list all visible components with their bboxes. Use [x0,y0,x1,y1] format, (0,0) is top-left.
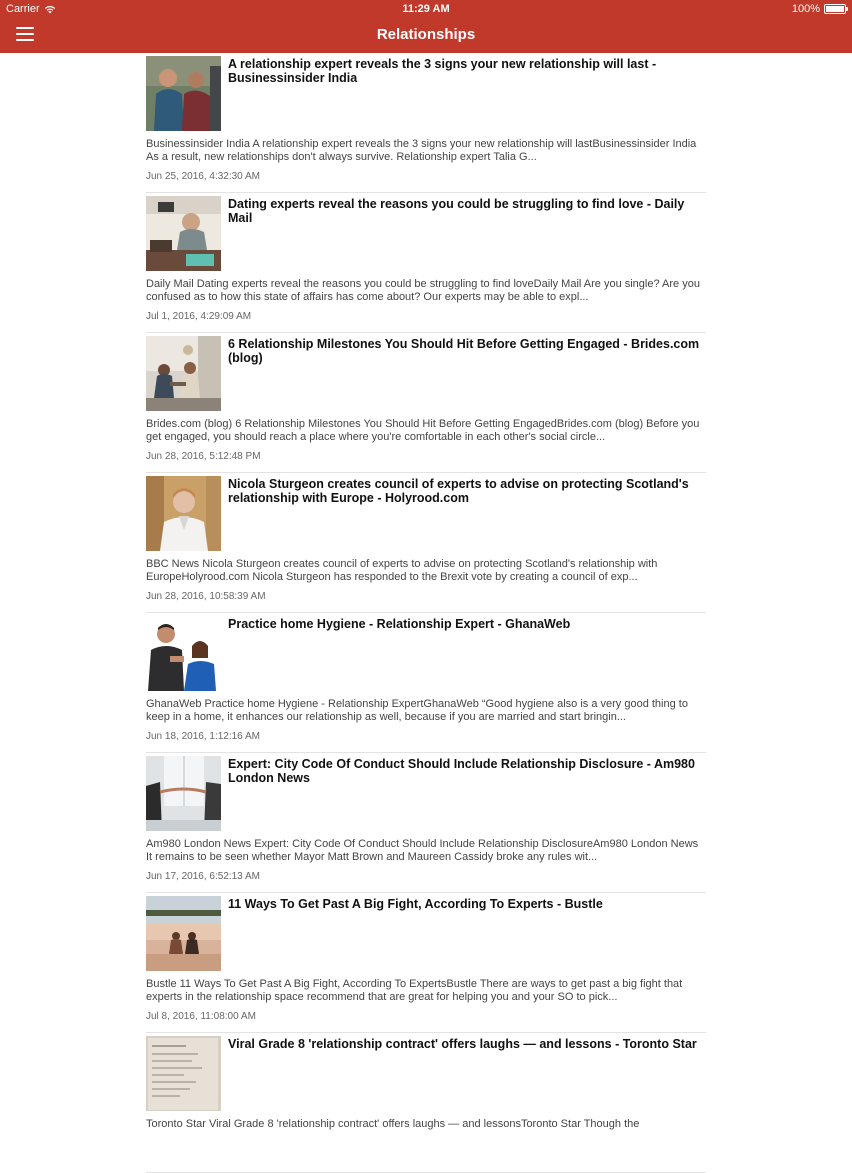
navigation-bar [0,18,852,53]
article-item[interactable] [146,1033,706,1173]
article-date: Jun 28, 2016, 5:12:48 PM [146,451,261,462]
article-date: Jul 8, 2016, 11:08:00 AM [146,1011,256,1022]
couple-argument-photo-icon [146,616,221,691]
status-time: 11:29 AM [402,3,450,15]
article-summary: Bustle 11 Ways To Get Past A Big Fight, According To ExpertsBustle There are ways to get past a big fight that experts in the relationship space recommend that are great for helping you and your SO to pick... [146,978,683,1003]
article-title[interactable]: 11 Ways To Get Past A Big Fight, According To Experts - Bustle [228,897,603,911]
article-summary: Am980 London News Expert: City Code Of Conduct Should Include Relationship DisclosureAm980 London News It remains to be seen whether Mayor Matt Brown and Maureen Cassidy broke any rules wit... [146,838,699,863]
article-date: Jun 17, 2016, 6:52:13 AM [146,871,260,882]
article-date: Jun 25, 2016, 4:32:30 AM [146,171,260,182]
article-date: Jun 28, 2016, 10:58:39 AM [146,591,266,602]
page-title: Relationships [376,26,476,43]
status-bar [0,0,852,18]
article-thumbnail [146,196,221,271]
couple-photo-icon [146,56,221,131]
article-summary: GhanaWeb Practice home Hygiene - Relationship ExpertGhanaWeb “Good hygiene also is a very good thing to keep in a home, it enhances our relationship as well, because if you are married and start bringin... [146,698,688,723]
article-thumbnail [146,896,221,971]
article-item[interactable] [146,613,706,753]
article-thumbnail [146,56,221,131]
article-title[interactable]: Practice home Hygiene - Relationship Expert - GhanaWeb [228,617,571,631]
article-summary: Businessinsider India A relationship expert reveals the 3 signs your new relationship will lastBusinessinsider India As a result, new relationships don't always survive. Relationship expert Talia G... [146,138,697,163]
article-title[interactable]: Nicola Sturgeon creates council of experts to advise on protecting Scotland's relationship with Europe - Holyrood.com [228,477,689,505]
article-thumbnail [146,616,221,691]
article-item[interactable] [146,193,706,333]
carrier-label: Carrier [6,3,40,15]
politician-photo-icon [146,476,221,551]
article-title[interactable]: Viral Grade 8 'relationship contract' offers laughs — and lessons - Toronto Star [228,1037,697,1051]
article-title[interactable]: 6 Relationship Milestones You Should Hit Before Getting Engaged - Brides.com (blog) [228,337,700,365]
article-item[interactable] [146,473,706,613]
article-thumbnail [146,336,221,411]
article-summary: BBC News Nicola Sturgeon creates council of experts to advise on protecting Scotland's relationship with EuropeHolyrood.com Nicola Sturgeon has responded to the Brexit vote by creating a council of exp... [146,558,658,583]
article-title[interactable]: Dating experts reveal the reasons you could be struggling to find love - Daily Mail [228,197,685,225]
article-item[interactable] [146,333,706,473]
status-right [792,3,846,15]
article-thumbnail [146,756,221,831]
article-date: Jul 1, 2016, 4:29:09 AM [146,311,252,322]
article-thumbnail [146,1036,221,1111]
article-summary: Daily Mail Dating experts reveal the reasons you could be struggling to find loveDaily Mail Are you single? Are you confused as to how this state of affairs has come about? Our experts may be able to expl... [146,278,700,303]
article-date: Jun 18, 2016, 1:12:16 AM [146,731,260,742]
pulling-apart-photo-icon [146,756,221,831]
battery-icon [824,4,846,14]
couple-table-photo-icon [146,336,221,411]
article-thumbnail [146,476,221,551]
handwritten-contract-photo-icon [146,1036,221,1111]
article-title[interactable]: A relationship expert reveals the 3 signs your new relationship will last - Businessinsider India [228,57,657,85]
beach-couple-photo-icon [146,896,221,971]
woman-phone-photo-icon [146,196,221,271]
article-title[interactable]: Expert: City Code Of Conduct Should Include Relationship Disclosure - Am980 London News [228,757,695,785]
battery-percent: 100% [791,3,820,15]
article-item[interactable] [146,893,706,1033]
article-item[interactable] [146,53,706,193]
article-summary: Brides.com (blog) 6 Relationship Milestones You Should Hit Before Getting EngagedBrides.com (blog) Before you get engaged, you should reach a place where you're comfortable in each other's social circle... [146,418,700,443]
article-item[interactable] [146,753,706,893]
article-list [146,53,706,1173]
article-summary: Toronto Star Viral Grade 8 'relationship contract' offers laughs — and lessonsToronto Star Though the [146,1118,640,1130]
